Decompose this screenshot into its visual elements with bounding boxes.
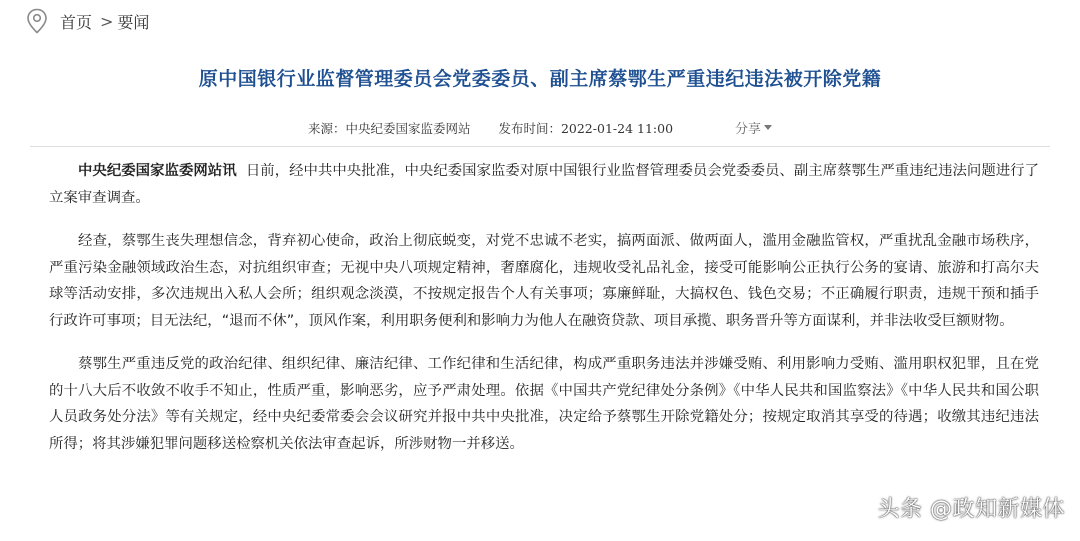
article-body — [49, 158, 1039, 474]
article-paragraph — [49, 158, 1039, 211]
watermark-logo: 头条 @政知新媒体 — [877, 497, 1065, 522]
breadcrumb — [26, 8, 149, 34]
lead-text: 日前，经中共中央批准，中央纪委国家监委对原中国银行业监督管理委员会党委委员、副主席蔡鄂生严重违纪违法问题进行了立案审查调查。 — [49, 163, 1039, 206]
article-title: 原中国银行业监督管理委员会党委委员、副主席蔡鄂生严重违纪违法被开除党籍 — [198, 68, 882, 90]
share-label: 分享 — [735, 122, 762, 137]
article-paragraph: 经查，蔡鄂生丧失理想信念，背弃初心使命，政治上彻底蜕变，对党不忠诚不老实，搞两面派、做两面人，滥用金融监管权，严重扰乱金融市场秩序，严重污染金融领域政治生态，对抗组织审查；无视中央八项规定精神，奢靡腐化，违规收受礼品礼金，接受可能影响公正执行公务的宴请、旅游和打高尔夫球等活动安排，多次违规出入私人会所；组织观念淡漠，不按规定报告个人有关事项；寡廉鲜耻，大搞权色、钱色交易；不正确履行职责，违规干预和插手行政许可事项；目无法纪，“退而不休”，顶风作案，利用职务便利和影响力为他人在融资贷款、项目承揽、职务晋升等方面谋利，并非法收受巨额财物。 — [49, 233, 1039, 329]
breadcrumb-home-link[interactable]: 首页 — [60, 12, 93, 32]
location-pin-icon — [26, 8, 48, 34]
breadcrumb-current-link[interactable]: 要闻 — [117, 12, 150, 32]
breadcrumb-separator: > — [100, 11, 114, 31]
caret-down-icon — [764, 125, 772, 130]
publish-time: 发布时间：2022-01-24 11:00 — [498, 120, 674, 136]
header-divider — [30, 146, 1050, 147]
article-paragraph: 蔡鄂生严重违反党的政治纪律、组织纪律、廉洁纪律、工作纪律和生活纪律，构成严重职务违法并涉嫌受贿、利用影响力受贿、滥用职权犯罪，且在党的十八大后不收敛不收手不知止，性质严重，影响恶劣，应予严肃处理。依据《中国共产党纪律处分条例》《中华人民共和国监察法》《中华人民共和国公职人员政务处分法》等有关规定，经中央纪委常委会会议研究并报中共中央批准，决定给予蔡鄂生开除党籍处分；按规定取消其享受的待遇；收缴其违纪违法所得；将其涉嫌犯罪问题移送检察机关依法审查起诉，所涉财物一并移送。 — [49, 356, 1039, 452]
article-meta — [0, 118, 1080, 137]
share-button[interactable] — [735, 118, 772, 137]
article-source: 来源：中央纪委国家监委网站 — [307, 120, 471, 136]
lead-source-label: 中央纪委国家监委网站讯 — [78, 163, 237, 179]
